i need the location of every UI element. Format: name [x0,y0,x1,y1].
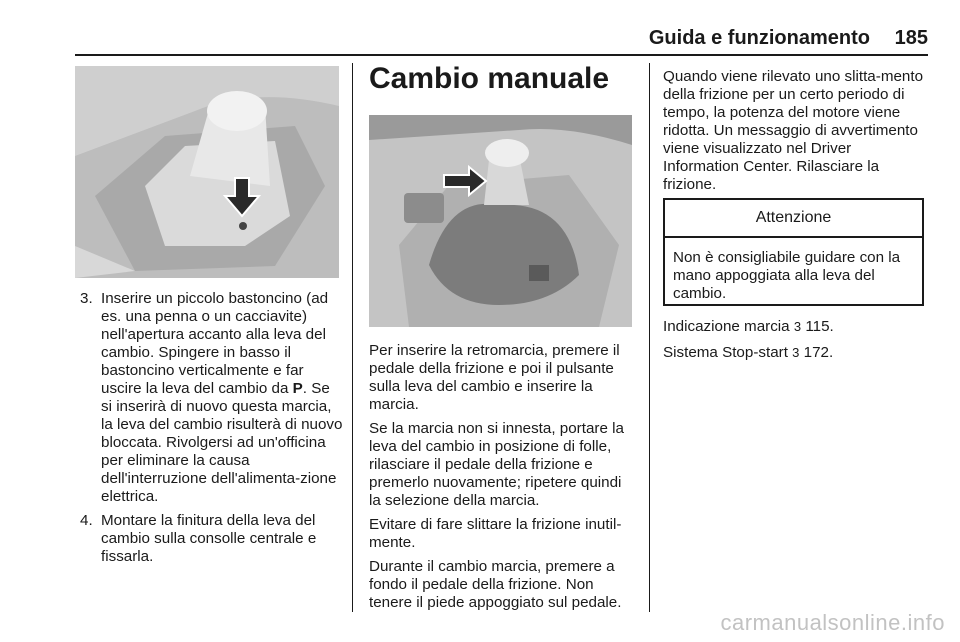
warning-body: Non è consigliabile guidare con la mano appoggiata alla leva del cambio. [673,249,901,302]
paragraph: Evitare di fare slittare la frizione inutil-mente. [369,516,622,551]
procedure-steps [75,290,343,572]
cross-reference-stop-start[interactable] [663,344,927,362]
page-number: 185 [894,27,928,49]
step-number: 4. [80,512,93,529]
reference-label: Indicazione marcia [663,318,790,335]
header-rule [75,54,928,56]
step-number: 3. [80,290,93,307]
right-column-text [663,68,927,200]
warning-title: Attenzione [665,200,922,238]
paragraph: Quando viene rilevato uno slitta-mento della frizione per un certo periodo di tempo, la potenza del motore viene ridotta. Un messaggio di avvertimento viene visualizzato nel Driver Information Center. Rilasciare la frizione. [663,68,924,193]
page-reference-icon: 3 [793,319,802,334]
reference-page: 172. [803,344,834,361]
warning-box [663,198,924,306]
paragraph: Durante il cambio marcia, premere a fondo il pedale della frizione. Non tenere il piede appoggiato sul pedale. [369,558,622,611]
manual-gear-lever-photo [369,115,632,327]
column-divider-right [649,63,650,612]
cross-references [663,318,927,370]
page-header-title: Guida e funzionamento [648,27,870,49]
column-divider-left [352,63,353,612]
middle-column-text [369,342,634,618]
step-text: Inserire un piccolo bastoncino (ad es. una penna o un cacciavite) nell'apertura accanto alla leva del cambio. Spingere in basso il bastoncino verticalmente e far uscire la leva del cambio da [101,290,329,397]
reference-page: 115. [805,318,834,335]
section-title: Cambio manuale [369,62,610,95]
step-4 [75,512,343,566]
gear-position-p: P [292,380,303,397]
paragraph: Se la marcia non si innesta, portare la leva del cambio in posizione di folle, rilasciare il pedale della frizione e premerlo nuovamente; ripetere quindi la selezione della marcia. [369,420,624,509]
page-reference-icon: 3 [792,345,800,360]
step-text-continued: . Se si inserirà di nuovo questa marcia, la leva del cambio risulterà di nuovo bloccata. Rivolgersi ad un'officina per eliminare la causa dell'interruzione dell'alimenta-zione elettrica. [101,380,343,505]
site-watermark: carmanualsonline.info [720,610,945,635]
step-text: Montare la finitura della leva del cambio sulla consolle centrale e fissarla. [101,512,317,565]
paragraph: Per inserire la retromarcia, premere il pedale della frizione e poi il pulsante sulla leva del cambio e inserire la marcia. [369,342,620,413]
cross-reference-gear-indicator[interactable] [663,318,927,336]
reference-label: Sistema Stop-start [663,344,788,361]
automatic-gear-lever-photo [75,66,339,278]
step-3 [75,290,343,506]
